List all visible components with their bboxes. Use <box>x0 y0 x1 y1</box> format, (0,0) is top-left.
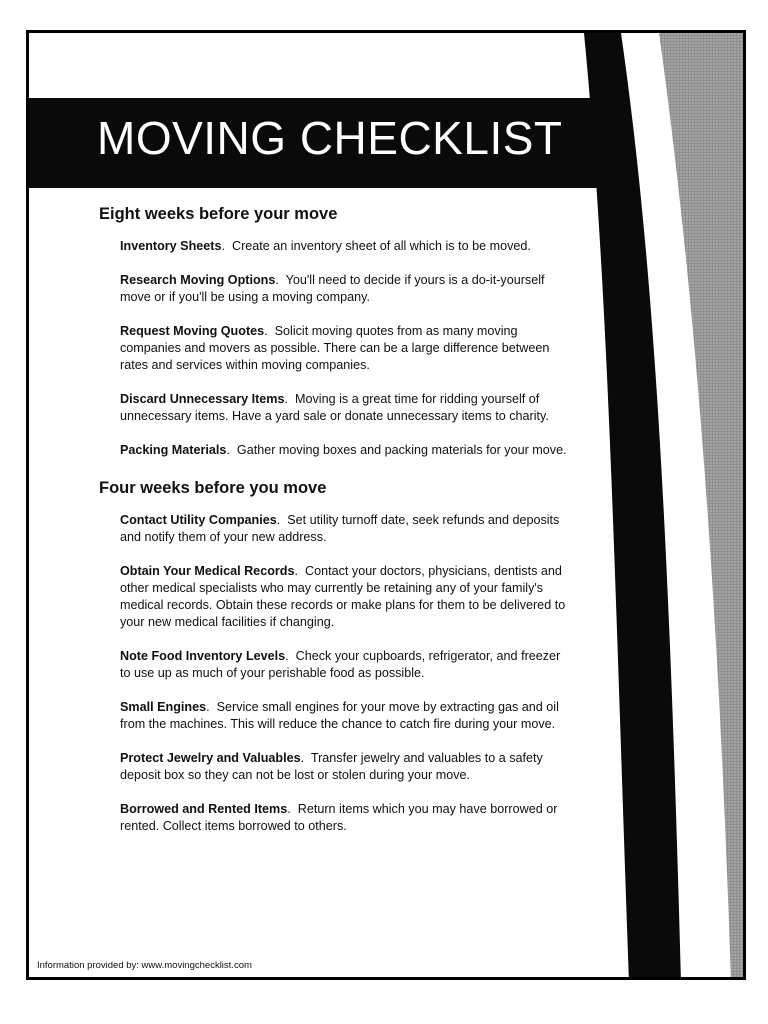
checklist-item: Packing Materials. Gather moving boxes and packing materials for your move. <box>120 443 567 457</box>
checklist-item: Protect Jewelry and Valuables. Transfer jewelry and valuables to a safety deposit box so they can not be lost or stolen during your move. <box>120 751 543 782</box>
checklist-item: Borrowed and Rented Items. Return items which you may have borrowed or rented. Collect items borrowed to others. <box>120 802 558 833</box>
checklist-item: Inventory Sheets. Create an inventory sheet of all which is to be moved. <box>120 239 531 253</box>
black-stripe <box>584 33 681 980</box>
item-text: Transfer jewelry and valuables to a safety deposit box so they can not be lost or stolen during your move. <box>120 751 543 782</box>
page-title: MOVING CHECKLIST <box>97 112 563 164</box>
item-text: You'll need to decide if yours is a do-it-yourself move or if you'll be using a moving company. <box>120 273 545 304</box>
item-term: Contact Utility Companies <box>120 513 277 527</box>
item-term: Note Food Inventory Levels <box>120 649 286 663</box>
checklist-item: Discard Unnecessary Items. Moving is a great time for ridding yourself of unnecessary items. Have a yard sale or donate unnecessary items to charity. <box>120 392 549 423</box>
item-term: Protect Jewelry and Valuables <box>120 751 301 765</box>
checklist-item: Note Food Inventory Levels. Check your cupboards, refrigerator, and freezer to use up as much of your perishable food as possible. <box>120 649 561 680</box>
checklist-content <box>99 205 574 852</box>
checklist-item: Request Moving Quotes. Solicit moving quotes from as many moving companies and movers as possible. There can be a large difference between rates and services within moving companies. <box>120 324 550 372</box>
checklist-item: Contact Utility Companies. Set utility turnoff date, seek refunds and deposits and notify them of your new address. <box>120 513 560 544</box>
item-text: Return items which you may have borrowed or rented. Collect items borrowed to others. <box>120 802 558 833</box>
section-heading: Eight weeks before your move <box>99 205 338 223</box>
item-term: Research Moving Options <box>120 273 276 287</box>
checklist-item: Small Engines. Service small engines for your move by extracting gas and oil from the machines. This will reduce the chance to catch fire during your move. <box>120 700 559 731</box>
item-term: Packing Materials <box>120 443 227 457</box>
item-text: Create an inventory sheet of all which is to be moved. <box>231 239 531 253</box>
checklist-page <box>26 30 746 980</box>
item-term: Inventory Sheets <box>120 239 222 253</box>
item-text: Solicit moving quotes from as many moving companies and movers as possible. There can be a large difference between rates and services within moving companies. <box>120 324 550 372</box>
item-term: Borrowed and Rented Items <box>120 802 288 816</box>
item-term: Discard Unnecessary Items <box>120 392 285 406</box>
item-text: Contact your doctors, physicians, dentists and other medical specialists who may currently be retaining any of your family's medical records. Obtain these records or make plans for them to be delivered to your new medical facilities if changing. <box>120 564 566 629</box>
item-text: Service small engines for your move by extracting gas and oil from the machines. This will reduce the chance to catch fire during your move. <box>120 700 559 731</box>
item-term: Small Engines <box>120 700 207 714</box>
item-text: Set utility turnoff date, seek refunds and deposits and notify them of your new address. <box>120 513 560 544</box>
item-term: Request Moving Quotes <box>120 324 265 338</box>
checklist-item: Obtain Your Medical Records. Contact your doctors, physicians, dentists and other medical specialists who may currently be retaining any of your family's medical records. Obtain these records or make plans for them to be delivered to your new medical facilities if changing. <box>120 564 566 629</box>
checklist-item: Research Moving Options. You'll need to decide if yours is a do-it-yourself move or if you'll be using a moving company. <box>120 273 545 304</box>
item-text: Gather moving boxes and packing materials for your move. <box>236 443 567 457</box>
footer-credit: Information provided by: www.movingchecklist.com <box>37 960 252 971</box>
item-term: Obtain Your Medical Records <box>120 564 295 578</box>
item-text: Check your cupboards, refrigerator, and freezer to use up as much of your perishable food as possible. <box>120 649 561 680</box>
item-text: Moving is a great time for ridding yourself of unnecessary items. Have a yard sale or donate unnecessary items to charity. <box>120 392 549 423</box>
section-heading: Four weeks before you move <box>99 479 327 497</box>
